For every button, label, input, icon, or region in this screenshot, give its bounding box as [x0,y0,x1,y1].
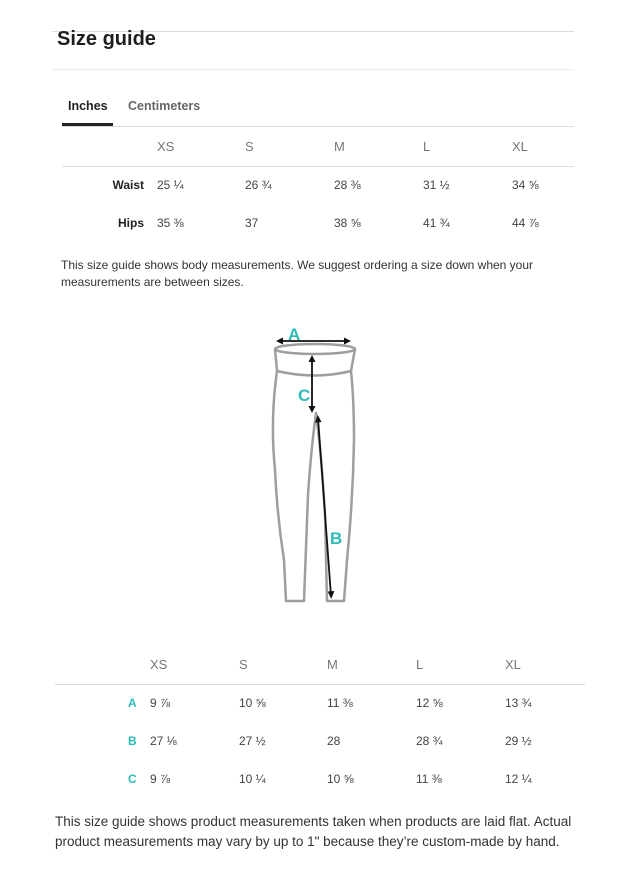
table-cell: 29 ½ [505,734,532,748]
table-cell: 25 ¼ [157,178,184,192]
row-label-hips: Hips [117,216,144,230]
table-cell: 26 ¾ [245,178,272,192]
title-divider [52,69,574,70]
table-cell: 35 ⅜ [157,216,184,230]
diagram-label-b: B [330,529,343,548]
table-cell: 10 ⅝ [327,772,354,786]
tab-inches[interactable]: Inches [68,99,108,113]
size-header: M [327,657,338,672]
size-header: L [423,139,431,154]
row-label-a: A [128,696,137,710]
table-cell: 9 ⅞ [150,772,171,786]
table-cell: 10 ⅝ [239,696,266,710]
row-label-waist: Waist [112,178,144,192]
diagram-label-a: A [288,325,301,344]
waistband-bottom [277,371,351,376]
table-header-divider [55,684,585,685]
size-header: XS [150,657,168,672]
body-measurements-note: This size guide shows body measurements. We suggest ordering a size down when your measurements are between sizes. [61,258,534,289]
table-cell: 11 ⅜ [327,696,353,710]
size-header: XL [505,657,521,672]
leggings-outline [273,349,355,601]
table-cell: 12 ¼ [505,772,532,786]
table-cell: 37 [245,216,259,230]
arrowhead-icon [328,591,335,599]
leggings-diagram [260,320,370,610]
size-header: S [245,139,254,154]
table-header-divider [62,166,574,167]
product-measurements-note: This size guide shows product measurements taken when products are laid flat. Actual product measurements may vary by up to 1" because they’re custom-made by hand. [55,814,572,849]
table-cell: 10 ¼ [239,772,266,786]
table-cell: 12 ⅝ [416,696,443,710]
table-cell: 41 ¾ [423,216,450,230]
arrowhead-icon [344,338,351,345]
table-cell: 34 ⅝ [512,178,539,192]
size-header: S [239,657,248,672]
table-cell: 28 ⅜ [334,178,361,192]
table-cell: 38 ⅝ [334,216,361,230]
size-header: XL [512,139,528,154]
table-cell: 44 ⅞ [512,216,539,230]
table-cell: 13 ¾ [505,696,532,710]
row-label-c: C [128,772,137,786]
arrowhead-icon [309,406,316,413]
waistband-top [275,344,355,354]
table-cell: 28 [327,734,341,748]
row-label-b: B [128,734,137,748]
table-cell: 28 ¾ [416,734,443,748]
arrowhead-icon [276,338,283,345]
table-cell: 27 ⅛ [150,734,177,748]
table-cell: 11 ⅜ [416,772,442,786]
table-cell: 9 ⅞ [150,696,171,710]
tabs-divider [62,126,574,127]
table-cell: 27 ½ [239,734,266,748]
diagram-label-c: C [298,386,311,405]
arrowhead-icon [309,355,316,362]
page-title: Size guide [57,28,156,50]
tab-centimeters[interactable]: Centimeters [128,99,201,113]
measure-arrow-b [318,418,331,596]
size-header: M [334,139,345,154]
table-cell: 31 ½ [423,178,450,192]
size-header: L [416,657,424,672]
size-header: XS [157,139,175,154]
